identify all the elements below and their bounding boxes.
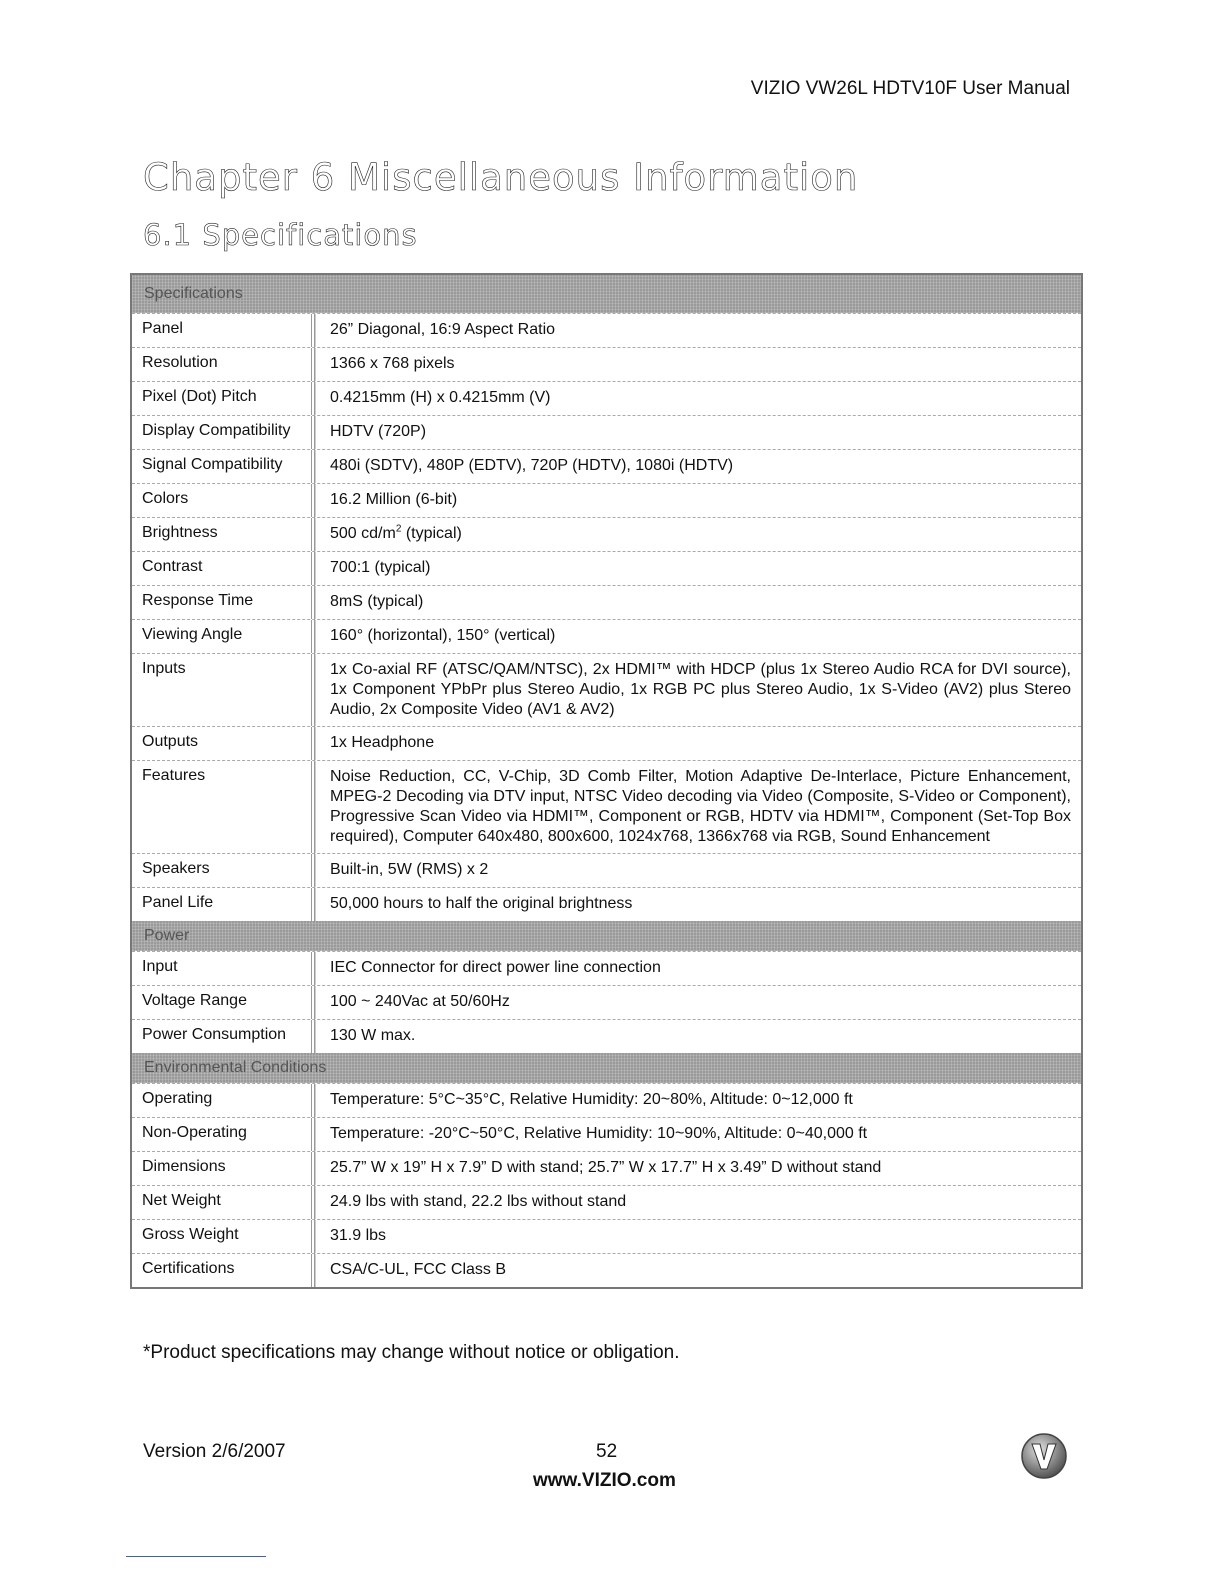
spec-value-text: 700:1 (typical) bbox=[330, 559, 431, 576]
spec-label: Panel Life bbox=[132, 888, 315, 921]
spec-label: Response Time bbox=[132, 586, 315, 619]
spec-value-suffix: (typical) bbox=[401, 525, 462, 542]
table-row bbox=[132, 449, 1081, 483]
spec-label: Pixel (Dot) Pitch bbox=[132, 382, 315, 415]
spec-value bbox=[315, 1254, 1081, 1287]
spec-value bbox=[315, 986, 1081, 1019]
spec-label: Display Compatibility bbox=[132, 416, 315, 449]
spec-value-text: 50,000 hours to half the original brightness bbox=[330, 895, 633, 912]
spec-value-text: 1x Co-axial RF (ATSC/QAM/NTSC), 2x HDMI™ with HDCP (plus 1x Stereo Audio RCA for DVI source), 1x Component YPbPr plus Stereo Audio, 1x RGB PC plus Stereo Audio, 1x S-Video (AV2) plus Stereo Audio, 2x Composite Video (AV1 & AV2) bbox=[330, 661, 1071, 718]
spec-value-text: Temperature: -20°C~50°C, Relative Humidity: 10~90%, Altitude: 0~40,000 ft bbox=[330, 1125, 868, 1142]
spec-label: Non-Operating bbox=[132, 1118, 315, 1151]
spec-value-text: 160° (horizontal), 150° (vertical) bbox=[330, 627, 556, 644]
spec-label: Speakers bbox=[132, 854, 315, 887]
spec-label: Contrast bbox=[132, 552, 315, 585]
spec-label: Power Consumption bbox=[132, 1020, 315, 1053]
spec-value bbox=[315, 854, 1081, 887]
manual-header-title: VIZIO VW26L HDTV10F User Manual bbox=[750, 78, 1070, 99]
table-row bbox=[132, 1083, 1081, 1117]
spec-value-text: HDTV (720P) bbox=[330, 423, 427, 440]
table-section-header: Power bbox=[132, 921, 1081, 951]
spec-label: Panel bbox=[132, 314, 315, 347]
spec-value bbox=[315, 518, 1081, 551]
specifications-table bbox=[130, 273, 1083, 1289]
spec-value bbox=[315, 1020, 1081, 1053]
table-row bbox=[132, 1019, 1081, 1053]
spec-value bbox=[315, 1220, 1081, 1253]
table-row bbox=[132, 653, 1081, 726]
spec-label: Voltage Range bbox=[132, 986, 315, 1019]
table-section-header: Environmental Conditions bbox=[132, 1053, 1081, 1083]
section-title: 6.1 Specifications bbox=[143, 218, 418, 252]
table-row bbox=[132, 951, 1081, 985]
spec-value-text: 26” Diagonal, 16:9 Aspect Ratio bbox=[330, 321, 556, 338]
table-row bbox=[132, 551, 1081, 585]
website-link[interactable]: www.VIZIO.com bbox=[533, 1470, 676, 1491]
spec-value bbox=[315, 1152, 1081, 1185]
spec-value-text: 1x Headphone bbox=[330, 734, 435, 751]
spec-value bbox=[315, 1084, 1081, 1117]
spec-value-text: 500 cd/m bbox=[330, 525, 396, 542]
spec-label: Input bbox=[132, 952, 315, 985]
table-row bbox=[132, 381, 1081, 415]
spec-value-text: 24.9 lbs with stand, 22.2 lbs without stand bbox=[330, 1193, 627, 1210]
spec-value bbox=[315, 952, 1081, 985]
spec-label: Inputs bbox=[132, 654, 315, 726]
spec-value-superscript: 2 bbox=[395, 523, 402, 535]
spec-label: Operating bbox=[132, 1084, 315, 1117]
vizio-v-logo-icon bbox=[1020, 1432, 1068, 1480]
spec-value bbox=[315, 450, 1081, 483]
spec-label: Outputs bbox=[132, 727, 315, 760]
spec-value-text: 25.7” W x 19” H x 7.9” D with stand; 25.7” W x 17.7” H x 3.49” D without stand bbox=[330, 1159, 882, 1176]
table-row bbox=[132, 313, 1081, 347]
spec-value bbox=[315, 727, 1081, 760]
spec-value-text: Noise Reduction, CC, V-Chip, 3D Comb Filter, Motion Adaptive De-Interlace, Picture Enhancement, MPEG-2 Decoding via DTV input, NTSC Video decoding via Video (Composite, S-Video or Component), Progressive Scan Video via HDMI™, Component or RGB, HDTV via HDMI™, Component (Set-Top Box required), Computer 640x480, 800x600, 1024x768, 1366x768 via RGB, Sound Enhancement bbox=[330, 768, 1071, 845]
table-row bbox=[132, 760, 1081, 853]
table-row bbox=[132, 887, 1081, 921]
table-row bbox=[132, 726, 1081, 760]
spec-value bbox=[315, 620, 1081, 653]
table-section-header: Specifications bbox=[132, 275, 1081, 313]
spec-label: Resolution bbox=[132, 348, 315, 381]
chapter-title: Chapter 6 Miscellaneous Information bbox=[143, 156, 859, 199]
spec-value-text: CSA/C-UL, FCC Class B bbox=[330, 1261, 507, 1278]
table-row bbox=[132, 517, 1081, 551]
page-number: 52 bbox=[596, 1441, 618, 1462]
spec-value-text: Temperature: 5°C~35°C, Relative Humidity: 20~80%, Altitude: 0~12,000 ft bbox=[330, 1091, 853, 1108]
spec-label: Dimensions bbox=[132, 1152, 315, 1185]
spec-value bbox=[315, 1186, 1081, 1219]
spec-value-text: Built-in, 5W (RMS) x 2 bbox=[330, 861, 489, 878]
spec-value-text: 100 ~ 240Vac at 50/60Hz bbox=[330, 993, 510, 1010]
footer-rule bbox=[126, 1556, 266, 1557]
spec-value bbox=[315, 314, 1081, 347]
footnote: *Product specifications may change without notice or obligation. bbox=[143, 1342, 680, 1363]
spec-label: Signal Compatibility bbox=[132, 450, 315, 483]
spec-label: Viewing Angle bbox=[132, 620, 315, 653]
table-row bbox=[132, 853, 1081, 887]
spec-value bbox=[315, 552, 1081, 585]
table-row bbox=[132, 585, 1081, 619]
spec-label: Net Weight bbox=[132, 1186, 315, 1219]
spec-value bbox=[315, 484, 1081, 517]
table-row bbox=[132, 483, 1081, 517]
spec-value-text: 16.2 Million (6-bit) bbox=[330, 491, 458, 508]
spec-value-text: IEC Connector for direct power line connection bbox=[330, 959, 661, 976]
spec-label: Features bbox=[132, 761, 315, 853]
table-row bbox=[132, 1219, 1081, 1253]
spec-value-text: 8mS (typical) bbox=[330, 593, 424, 610]
spec-value-text: 31.9 lbs bbox=[330, 1227, 387, 1244]
spec-value bbox=[315, 654, 1081, 726]
table-row bbox=[132, 619, 1081, 653]
spec-value-text: 1366 x 768 pixels bbox=[330, 355, 455, 372]
spec-label: Certifications bbox=[132, 1254, 315, 1287]
table-row bbox=[132, 415, 1081, 449]
version-label: Version 2/6/2007 bbox=[143, 1441, 286, 1462]
spec-value bbox=[315, 382, 1081, 415]
table-row bbox=[132, 1185, 1081, 1219]
table-row bbox=[132, 1253, 1081, 1287]
spec-value bbox=[315, 586, 1081, 619]
table-row bbox=[132, 1117, 1081, 1151]
spec-value bbox=[315, 761, 1081, 853]
spec-value-text: 0.4215mm (H) x 0.4215mm (V) bbox=[330, 389, 551, 406]
spec-label: Gross Weight bbox=[132, 1220, 315, 1253]
spec-value bbox=[315, 348, 1081, 381]
spec-label: Colors bbox=[132, 484, 315, 517]
table-row bbox=[132, 985, 1081, 1019]
table-row bbox=[132, 1151, 1081, 1185]
spec-value bbox=[315, 1118, 1081, 1151]
spec-value bbox=[315, 888, 1081, 921]
spec-value bbox=[315, 416, 1081, 449]
spec-label: Brightness bbox=[132, 518, 315, 551]
spec-value-text: 130 W max. bbox=[330, 1027, 416, 1044]
spec-value-text: 480i (SDTV), 480P (EDTV), 720P (HDTV), 1080i (HDTV) bbox=[330, 457, 734, 474]
table-row bbox=[132, 347, 1081, 381]
